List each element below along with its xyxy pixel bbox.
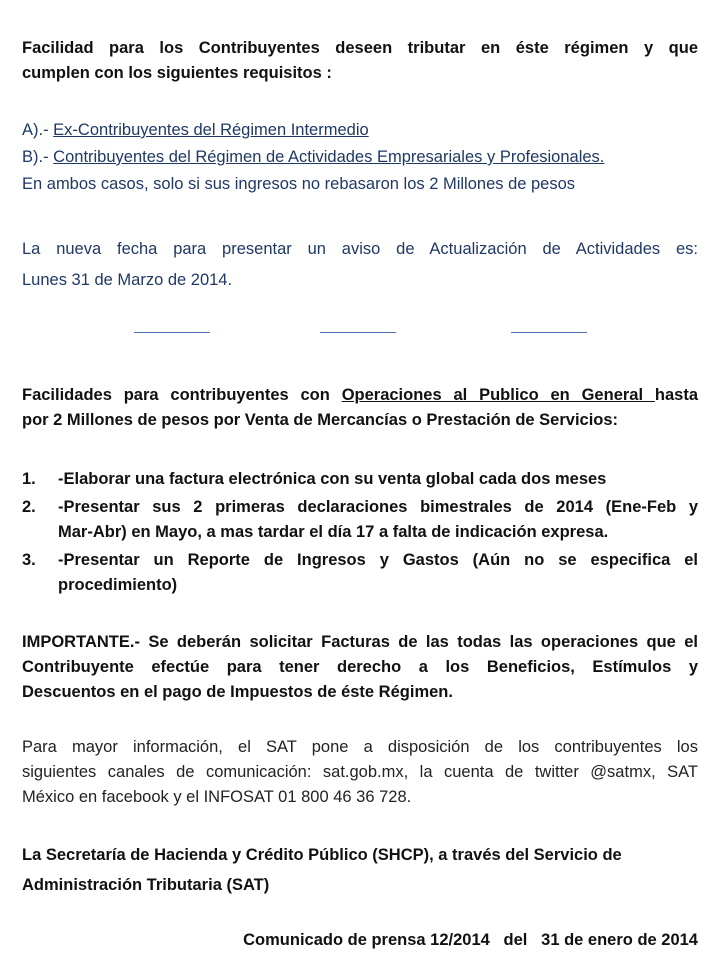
requirements-list: [22, 118, 698, 197]
requirement-a: [22, 118, 698, 143]
list-item: [22, 548, 698, 598]
facilities-link-text: Operaciones al Publico en General: [341, 386, 655, 404]
item-line: Mar-Abr) en Mayo, a mas tardar el día 17 a falta de indicación expresa.: [58, 523, 609, 541]
item-line: -Presentar un Reporte de Ingresos y Gastos (Aún no se especifica el: [58, 551, 698, 569]
intro-line-2: cumplen con los siguientes requisitos :: [22, 64, 332, 82]
link-line-1[interactable]: [134, 326, 210, 333]
important-line-3: Descuentos en el pago de Impuestos de éste Régimen.: [22, 683, 453, 701]
item-line: -Presentar sus 2 primeras declaraciones bimestrales de 2014 (Ene-Feb y: [58, 498, 698, 516]
info-line-1: Para mayor información, el SAT pone a disposición de los contribuyentes los: [22, 738, 698, 756]
item-line: -Elaborar una factura electrónica con su venta global cada dos meses: [58, 470, 607, 488]
requirement-a-text: Ex-Contribuyentes del Régimen Intermedio: [53, 121, 369, 139]
secretaria-line-2: Administración Tributaria (SAT): [22, 876, 270, 894]
list-item: [22, 467, 698, 492]
requirement-b-prefix: B).-: [22, 148, 54, 166]
info-line-3: México en facebook y el INFOSAT 01 800 46 36 728.: [22, 788, 412, 806]
facilities-items: [22, 467, 698, 601]
item-number: 2.: [22, 498, 36, 516]
facilities-line-2: por 2 Millones de pesos por Venta de Mercancías o Prestación de Servicios:: [22, 411, 619, 429]
link-line-2[interactable]: [320, 326, 396, 333]
intro-line-1: Facilidad para los Contribuyentes deseen tributar en éste régimen y que: [22, 39, 698, 57]
link-lines-row: [0, 326, 720, 334]
item-number: 1.: [22, 470, 36, 488]
new-date-paragraph: [22, 234, 698, 296]
intro-paragraph: [22, 36, 698, 86]
important-line-1: IMPORTANTE.- Se deberán solicitar Facturas de las todas las operaciones que el: [22, 633, 698, 651]
facilities-pre: Facilidades para contribuyentes con: [22, 386, 342, 404]
important-paragraph: [22, 630, 698, 705]
important-line-2: Contribuyente efectúe para tener derecho a los Beneficios, Estímulos y: [22, 658, 698, 676]
link-line-3[interactable]: [511, 326, 587, 333]
list-item: [22, 495, 698, 545]
facilities-line-1: [22, 383, 698, 408]
facilities-paragraph: [22, 383, 698, 433]
item-line: procedimiento): [58, 576, 178, 594]
requirement-a-prefix: A).-: [22, 121, 54, 139]
new-date-line-1: La nueva fecha para presentar un aviso de Actualización de Actividades es:: [22, 240, 698, 258]
new-date-line-2: Lunes 31 de Marzo de 2014.: [22, 271, 233, 289]
info-paragraph: [22, 735, 698, 810]
item-number: 3.: [22, 551, 36, 569]
requirement-b-text: Contribuyentes del Régimen de Actividades Empresariales y Profesionales.: [53, 148, 605, 166]
requirement-b: [22, 145, 698, 170]
info-line-2: siguientes canales de comunicación: sat.gob.mx, la cuenta de twitter @satmx, SAT: [22, 763, 698, 781]
facilities-post: hasta: [654, 386, 698, 404]
secretaria-line-1: La Secretaría de Hacienda y Crédito Público (SHCP), a través del Servicio de: [22, 846, 622, 864]
press-release-footer: Comunicado de prensa 12/2014 del 31 de enero de 2014: [243, 931, 698, 949]
both-cases-note: En ambos casos, solo si sus ingresos no rebasaron los 2 Millones de pesos: [22, 175, 576, 193]
secretaria-paragraph: [22, 840, 698, 900]
